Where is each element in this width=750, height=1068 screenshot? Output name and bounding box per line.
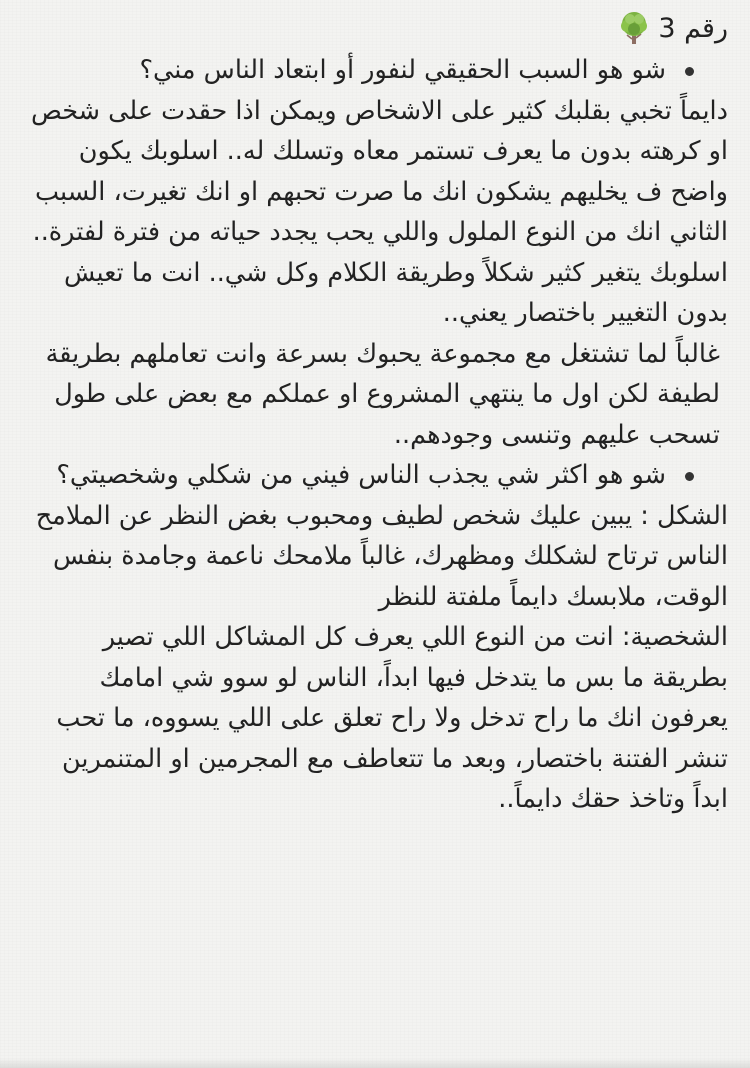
question-2 xyxy=(22,455,728,496)
answer-appearance: الشكل : يبين عليك شخص لطيف ومحبوب بغض النظر عن الملامح الناس ترتاح لشكلك ومظهرك، غالباً ملامحك ناعمة وجامدة بنفس الوقت، ملابسك دايماً ملفتة للنظر xyxy=(35,500,728,612)
answer-personality: الشخصية: انت من النوع اللي يعرف كل المشاكل اللي تصير بطريقة ما بس ما يتدخل فيها ابداً، الناس لو سوو شي امامك يعرفون انك ما راح تدخل ولا راح تعلق على اللي يسووه، ما تحب تنشر الفتنة باختصار، وبعد ما تتعاطف مع المجرمين او المتنمرين ابداً وتاخذ حقك دايماً.. xyxy=(56,622,728,814)
tree-icon xyxy=(618,11,650,45)
question-1-text: شو هو السبب الحقيقي لنفور أو ابتعاد الناس مني؟ xyxy=(139,55,666,85)
question-2-text: شو هو اكثر شي يجذب الناس فيني من شكلي وشخصيتي؟ xyxy=(56,460,666,490)
bullet-icon xyxy=(685,67,694,76)
page-bottom-edge xyxy=(0,1058,750,1068)
bullet-icon xyxy=(685,472,694,481)
note-number: رقم 3 xyxy=(658,12,728,44)
answer-1: دايماً تخبي بقلبك كثير على الاشخاص ويمكن اذا حقدت على شخص او كرهته بدون ما يعرف تستمر معاه وتسلك له.. اسلوبك يكون واضح ف يخليهم يشكون انك ما صرت تحبهم او انك تغيرت، السبب الثاني انك من النوع الملول واللي يحب يجدد حياته من فترة لفترة.. اسلوبك يتغير كثير شكلاً وطريقة الكلام وكل شي.. انت ما تعيش بدون التغيير باختصار يعني.. xyxy=(30,95,728,328)
question-1 xyxy=(22,50,728,91)
answer-2: غالباً لما تشتغل مع مجموعة يحبوك بسرعة وانت تعاملهم بطريقة لطيفة لكن اول ما ينتهي المشروع او عملكم مع بعض على طول تسحب عليهم وتنسى وجودهم.. xyxy=(45,338,720,450)
note-header xyxy=(22,6,728,50)
